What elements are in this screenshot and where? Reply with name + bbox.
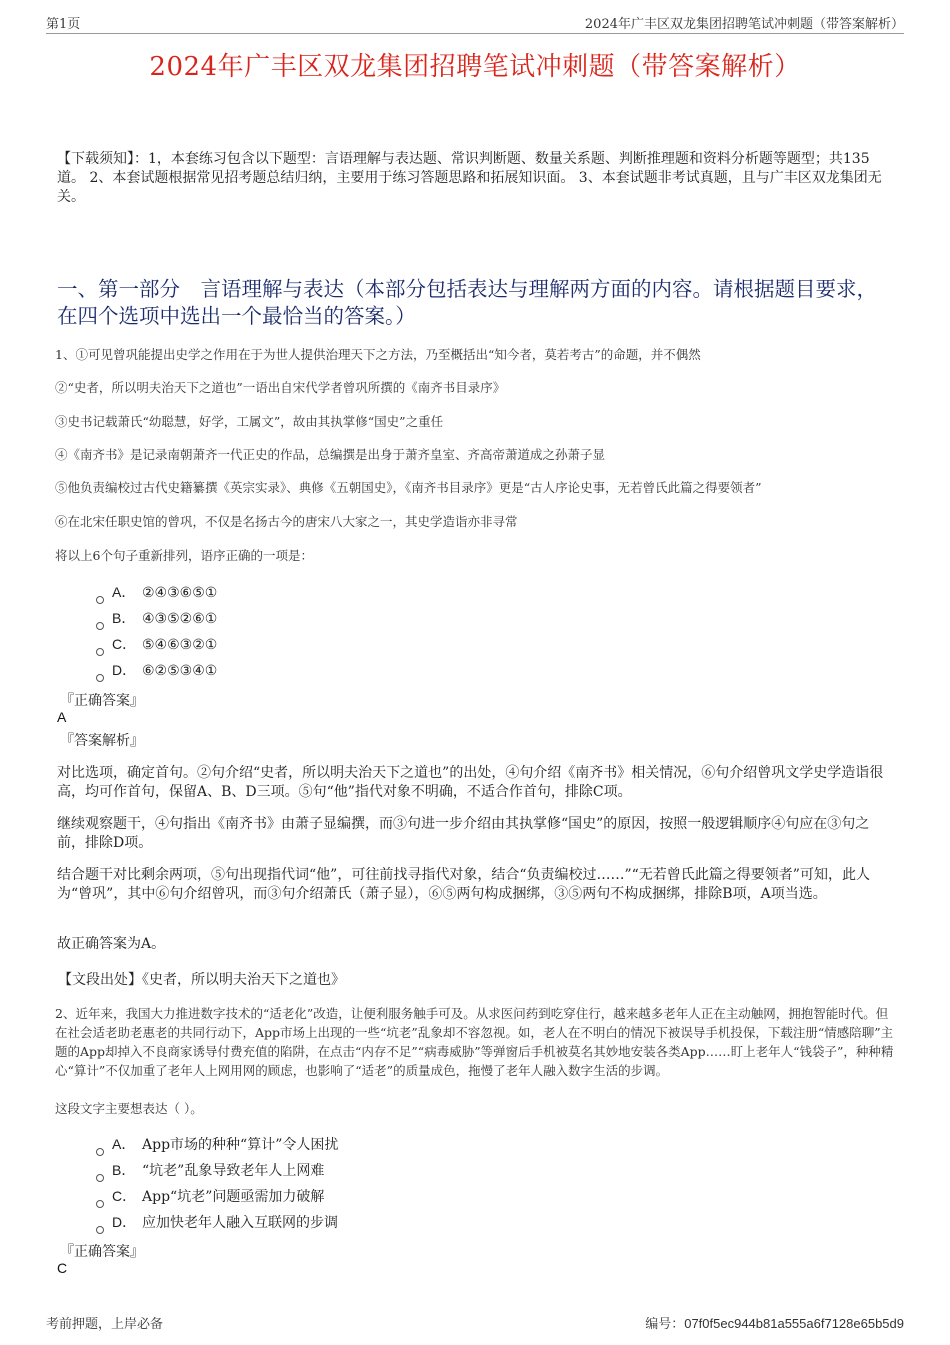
q1-sentence-2: ②“史者，所以明夫治天下之道也”一语出自宋代学者曾巩所撰的《南齐书目录序》: [55, 380, 506, 395]
q2-answer-header: 『正确答案』: [60, 1244, 144, 1260]
q1-option-a[interactable]: A． ②④③⑥⑤①: [96, 581, 217, 603]
q2-prompt: 这段文字主要想表达（ ）。: [55, 1101, 203, 1116]
document-title: 2024年广丰区双龙集团招聘笔试冲刺题（带答案解析）: [149, 52, 801, 82]
q2-passage: 2、近年来，我国大力推进数字技术的“适老化”改造，让便利服务触手可及。从求医问药到吃穿住行，越来越多老年人正在主动触网，拥抱智能时代。但在社会适老助老惠老的共同行动下，App市场上出现的一些“坑老”乱象却不容忽视。如，老人在不明白的情况下被误导手机投保，下载注册“情感陪聊”主题的App却掉入不良商家诱导付费充值的陷阱，在点击“内存不足”“病毒威胁”等弹窗后手机被莫名其妙地安装各类App……盯上老年人“钱袋子”，种种精心“算计”不仅加重了老年人上网用网的顾虑，也影响了“适老”的质量成色，拖慢了老年人融入数字生活的步调。: [55, 1006, 894, 1078]
q1-sentence-6: ⑥在北宋任职史馆的曾巩，不仅是名扬古今的唐宋八大家之一，其史学造诣亦非寻常: [55, 514, 518, 529]
q1-answer: A: [57, 709, 67, 725]
page-number: 第1页: [46, 17, 81, 32]
radio-icon[interactable]: [96, 596, 104, 604]
header-doc-title: 2024年广丰区双龙集团招聘笔试冲刺题（带答案解析）: [584, 17, 904, 32]
q2-option-c[interactable]: C． App“坑老”问题亟需加力破解: [96, 1185, 324, 1207]
q1-option-d[interactable]: D． ⑥②⑤③④①: [96, 659, 217, 681]
q2-option-b[interactable]: B． “坑老”乱象导致老年人上网难: [96, 1159, 324, 1181]
q1-prompt: 将以上6个句子重新排列，语序正确的一项是：: [55, 548, 313, 563]
radio-icon[interactable]: [96, 1226, 104, 1234]
page-header: [46, 13, 904, 34]
q1-analysis-paragraph: 继续观察题干，④句指出《南齐书》由萧子显编撰，而③句进一步介绍由其执掌修“国史”的原因，按照一般逻辑顺序④句应在③句之前，排除D项。: [57, 816, 870, 851]
q1-source: 【文段出处】《史者，所以明夫治天下之道也》: [58, 972, 345, 988]
q1-analysis-paragraph: 对比选项，确定首句。②句介绍“史者，所以明夫治天下之道也”的出处，④句介绍《南齐书》相关情况，⑥句介绍曾巩文学史学造诣很高，均可作首句，保留A、B、D三项。⑤句“他”指代对象不明确，不适合作首句，排除C项。: [57, 765, 884, 800]
radio-icon[interactable]: [96, 1148, 104, 1156]
q1-sentence-3: ③史书记载萧氏“幼聪慧，好学，工属文”，故由其执掌修“国史”之重任: [55, 414, 444, 429]
footer-slogan: 考前押题，上岸必备: [46, 1317, 164, 1332]
q1-analysis-paragraph: 结合题干对比剩余两项，⑤句出现指代词“他”，可往前找寻指代对象，结合“负责编校过……”“无若曾氏此篇之得要领者”可知，此人为“曾巩”，其中⑥句介绍曾巩，而③句介绍萧氏（萧子显），⑥⑤两句构成捆绑，③⑤两句不构成捆绑，排除B项，A项当选。: [57, 867, 870, 902]
q1-answer-header: 『正确答案』: [60, 693, 144, 709]
q2-answer: C: [57, 1260, 68, 1276]
radio-icon[interactable]: [96, 622, 104, 630]
radio-icon[interactable]: [96, 648, 104, 656]
q1-sentence-5: ⑤他负责编校过古代史籍纂撰《英宗实录》、典修《五朝国史》，《南齐书目录序》更是“古人序论史事，无若曾氏此篇之得要领者”: [55, 480, 762, 495]
q1-option-c[interactable]: C． ⑤④⑥③②①: [96, 633, 217, 655]
q2-option-d[interactable]: D． 应加快老年人融入互联网的步调: [96, 1211, 338, 1233]
radio-icon[interactable]: [96, 1174, 104, 1182]
download-notice: 【下载须知】：1，本套练习包含以下题型：言语理解与表达题、常识判断题、数量关系题、判断推理题和资料分析题等题型；共135道。 2、本套试题根据常见招考题总结归纳，主要用于练习答题思路和拓展知识面。 3、本套试题非考试真题，且与广丰区双龙集团无关。: [57, 151, 882, 205]
footer-code: 编号：07f0f5ec944b81a555a6f7128e65b5d9: [645, 1316, 904, 1332]
q1-option-b[interactable]: B． ④③⑤②⑥①: [96, 607, 217, 629]
section-title: 一、第一部分 言语理解与表达（本部分包括表达与理解两方面的内容。请根据题目要求，在四个选项中选出一个最恰当的答案。）: [57, 277, 877, 328]
q1-sentence-1: 1、①可见曾巩能提出史学之作用在于为世人提供治理天下之方法，乃至概括出“知今者，莫若考古”的命题，并不偶然: [55, 347, 701, 362]
q1-analysis-header: 『答案解析』: [60, 733, 144, 749]
q2-option-a[interactable]: A． App市场的种种“算计”令人困扰: [96, 1133, 338, 1155]
radio-icon[interactable]: [96, 1200, 104, 1208]
q1-analysis-conclusion: 故正确答案为A。: [57, 936, 166, 952]
radio-icon[interactable]: [96, 674, 104, 682]
q1-sentence-4: ④《南齐书》是记录南朝萧齐一代正史的作品，总编撰是出身于萧齐皇室、齐高帝萧道成之孙萧子显: [55, 447, 606, 462]
